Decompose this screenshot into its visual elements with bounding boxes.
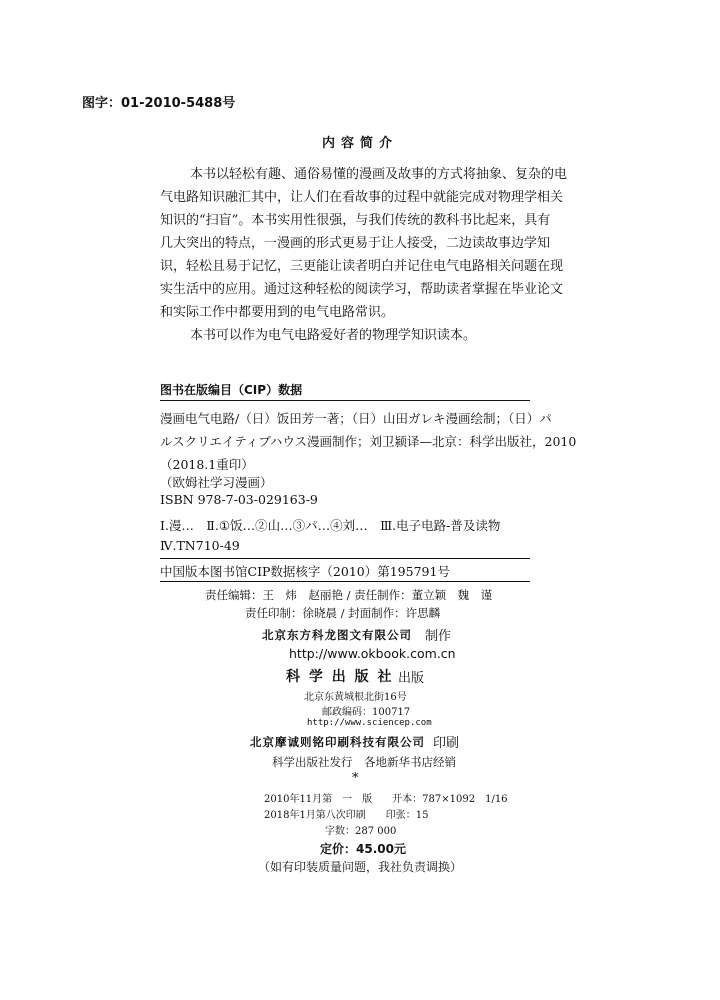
intro-paragraph-2: 本书可以作为电气电路爱好者的物理学知识读本。 [190, 328, 477, 343]
intro-line: 气电路知识融汇其中，让人们在看故事的过程中就能完成对物理学相关 [160, 190, 564, 205]
cip-top-rule [160, 400, 530, 401]
cip-line: Ⅰ.漫… Ⅱ.①饭…②山…③パ…④刘… Ⅲ.电子电路-普及读物 [160, 518, 501, 533]
price: 定价：45.00元 [320, 842, 406, 856]
intro-line: 识，轻松且易于记忆，三更能让读者明白并记住电气电路相关问题在现 [160, 259, 564, 274]
publisher-url: http://www.sciencep.com [307, 718, 432, 728]
cip-line: Ⅳ.TN710-49 [160, 538, 240, 553]
quality-note: （如有印装质量问题，我社负责调换） [258, 860, 463, 874]
printing-info: 2018年1月第八次印刷 印张：15 [264, 810, 429, 821]
separator-asterisk: * [352, 771, 359, 786]
cip-line: （2018.1重印） [160, 457, 254, 472]
intro-line: 几大突出的特点，一漫画的形式更易于让人接受，二边读故事边学知 [160, 236, 551, 251]
cip-line: （欧姆社学习漫画） [160, 475, 273, 490]
intro-line: 知识的“扫盲”。本书实用性很强，与我们传统的教科书比起来，具有 [160, 213, 551, 228]
producer-name: 北京东方科龙图文有限公司 [262, 628, 412, 642]
publisher-postcode: 邮政编码：100717 [322, 707, 411, 718]
cip-mid-rule [160, 558, 530, 559]
registration-number: 图字：01-2010-5488号 [82, 96, 236, 111]
producer-url: http://www.okbook.com.cn [289, 646, 456, 661]
publisher-name: 科 学 出 版 社 [286, 669, 394, 685]
word-count: 字数：287 000 [325, 826, 397, 837]
intro-title: 内容简介 [321, 136, 398, 151]
distribution: 科学出版社发行 各地新华书店经销 [272, 755, 456, 769]
publisher-address: 北京东黄城根北街16号 [304, 692, 407, 703]
cip-isbn: ISBN 978-7-03-029163-9 [160, 492, 318, 507]
intro-line: 本书以轻松有趣、通俗易懂的漫画及故事的方式将抽象、复杂的电 [190, 167, 568, 182]
printer-role: 印刷 [433, 736, 460, 751]
cip-header: 图书在版编目（CIP）数据 [160, 383, 303, 397]
printer-name: 北京摩诚则铭印刷科技有限公司 [250, 735, 425, 749]
cip-line: ルスクリエイティブハウス漫画制作；刘卫颍译—北京：科学出版社，2010 [160, 434, 577, 449]
intro-line: 和实际工作中都要用到的电气电路常识。 [160, 305, 395, 320]
cip-line: 漫画电气电路/（日）饭田芳一著；（日）山田ガレキ漫画绘制；（日）パ [160, 411, 552, 426]
credits-print: 责任印制：徐晓晨 / 封面制作：许思麟 [245, 606, 441, 620]
edition-info: 2010年11月第 一 版 开本：787×1092 1/16 [264, 794, 508, 805]
intro-line: 实生活中的应用。通过这种轻松的阅读学习，帮助读者掌握在毕业论文 [160, 282, 564, 297]
cip-bottom-rule [160, 581, 530, 582]
credits-editors: 责任编辑：王 炜 赵丽艳 / 责任制作：董立颖 魏 谨 [205, 588, 493, 602]
cip-footer: 中国版本图书馆CIP数据核字（2010）第195791号 [160, 564, 450, 579]
publisher-role: 出版 [398, 671, 425, 686]
producer-role: 制作 [425, 629, 452, 644]
